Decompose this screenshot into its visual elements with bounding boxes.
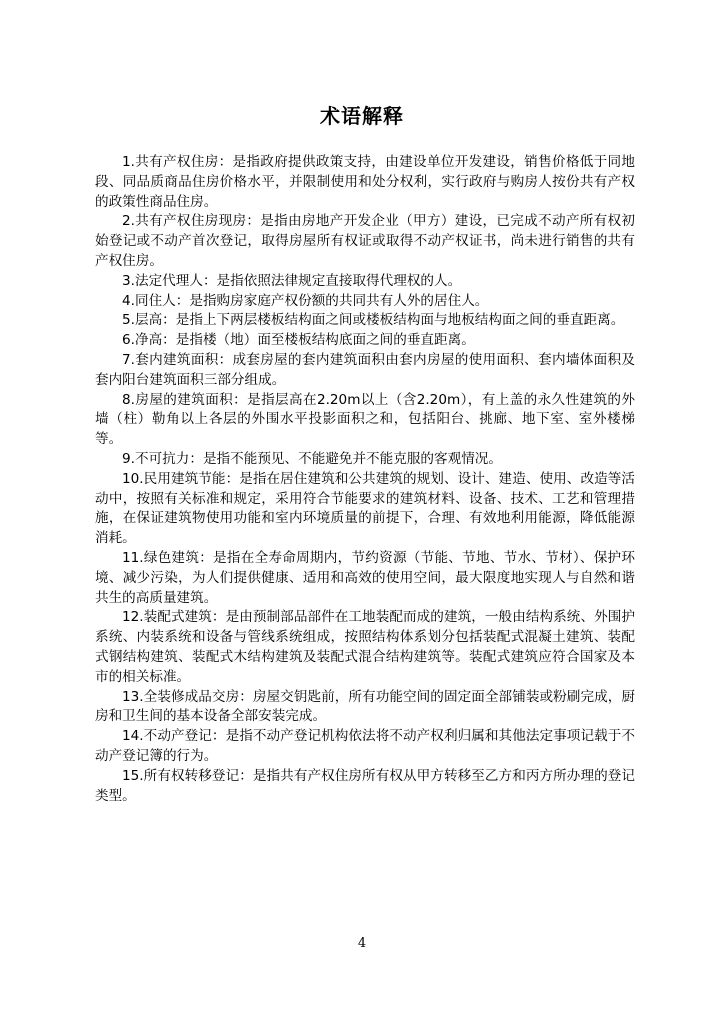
term-10: 10.民用建筑节能：是指在居住建筑和公共建筑的规划、设计、建造、使用、改造等活动中，按照有关标准和规定，采用符合节能要求的建筑材料、设备、技术、工艺和管理措施，在保证建筑物使用功能和室内环境质量的前提下，合理、有效地利用能源，降低能源消耗。	[95, 470, 635, 547]
term-14: 14.不动产登记：是指不动产登记机构依法将不动产权利归属和其他法定事项记载于不动产登记簿的行为。	[95, 728, 635, 764]
term-1: 1.共有产权住房：是指政府提供政策支持，由建设单位开发建设，销售价格低于同地段、同品质商品住房价格水平，并限制使用和处分权利，实行政府与购房人按份共有产权的政策性商品住房。	[95, 154, 635, 210]
term-9: 9.不可抗力：是指不能预见、不能避免并不能克服的客观情况。	[122, 450, 502, 467]
page-title: 术语解释	[320, 104, 404, 128]
term-15: 15.所有权转移登记：是指共有产权住房所有权从甲方转移至乙方和丙方所办理的登记类型。	[95, 767, 635, 804]
term-3: 3.法定代理人：是指依照法律规定直接取得代理权的人。	[122, 272, 462, 289]
term-7: 7.套内建筑面积：成套房屋的套内建筑面积由套内房屋的使用面积、套内墙体面积及套内阳台建筑面积三部分组成。	[95, 351, 635, 388]
terms-list	[95, 153, 635, 806]
term-2: 2.共有产权住房现房：是指由房地产开发企业（甲方）建设，已完成不动产所有权初始登记或不动产首次登记，取得房屋所有权证或取得不动产权证书，尚未进行销售的共有产权住房。	[95, 213, 635, 269]
page-number: 4	[357, 936, 367, 951]
term-6: 6.净高：是指楼（地）面至楼板结构底面之间的垂直距离。	[122, 332, 475, 349]
term-5: 5.层高：是指上下两层楼板结构面之间或楼板结构面与地板结构面之间的垂直距离。	[122, 312, 625, 329]
term-4: 4.同住人：是指购房家庭产权份额的共同共有人外的居住人。	[122, 292, 489, 309]
term-8: 8.房屋的建筑面积：是指层高在2.20m以上（含2.20m），有上盖的永久性建筑的外墙（柱）勒角以上各层的外围水平投影面积之和，包括阳台、挑廊、地下室、室外楼梯等。	[95, 391, 635, 448]
term-11: 11.绿色建筑：是指在全寿命周期内，节约资源（节能、节地、节水、节材）、保护环境、减少污染，为人们提供健康、适用和高效的使用空间，最大限度地实现人与自然和谐共生的高质量建筑。	[95, 549, 635, 606]
term-12: 12.装配式建筑：是由预制部品部件在工地装配而成的建筑，一般由结构系统、外围护系统、内装系统和设备与管线系统组成，按照结构体系划分包括装配式混凝土建筑、装配式钢结构建筑、装配式木结构建筑及装配式混合结构建筑等。装配式建筑应符合国家及本市的相关标准。	[95, 609, 635, 685]
term-13: 13.全装修成品交房：房屋交钥匙前，所有功能空间的固定面全部铺装或粉刷完成，厨房和卫生间的基本设备全部安装完成。	[95, 688, 635, 725]
